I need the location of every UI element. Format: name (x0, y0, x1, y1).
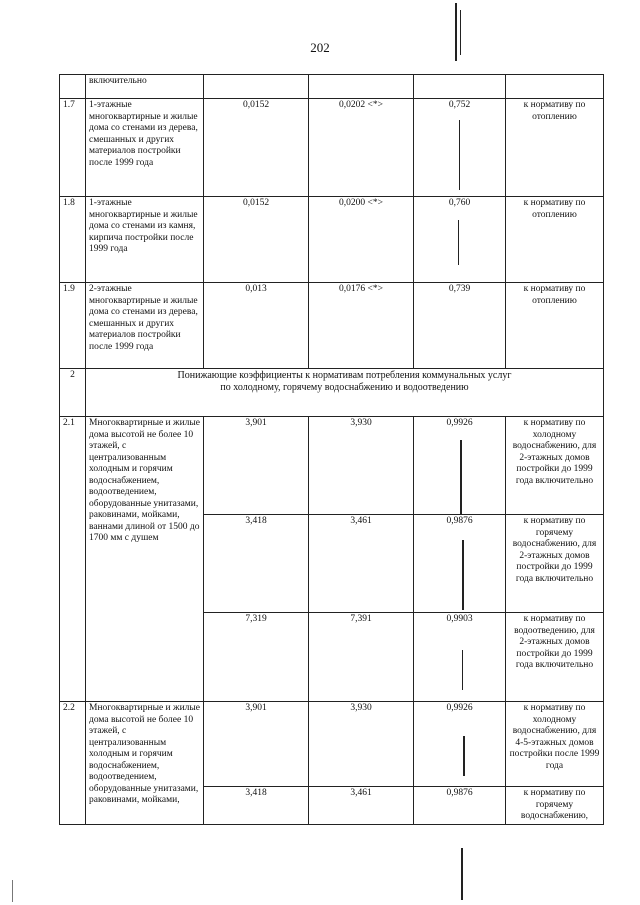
row-description: 2-этажные многоквартирные и жилые дома со стенами из дерева, смешанных и других материалов постройки после 1999 года (86, 283, 204, 369)
row-number: 1.9 (60, 283, 86, 369)
scan-artifact-line (462, 540, 464, 610)
coefficient-value: 3,930 (309, 417, 414, 515)
coefficient-value: 0,9926 (414, 417, 506, 515)
table-row (60, 702, 604, 787)
page-number: 202 (310, 40, 330, 55)
coefficient-value: 7,319 (204, 613, 309, 702)
coefficient-value: 0,752 (414, 99, 506, 197)
coefficient-value: 3,930 (309, 702, 414, 787)
scan-artifact-line (458, 220, 459, 265)
table-row (60, 417, 604, 515)
row-note: к нормативу по отоплению (506, 197, 604, 283)
row-description: Многоквартирные и жилые дома высотой не более 10 этажей, с централизованным холодным и горячим водоснабжением, водоотведением, оборудованные унитазами, раковинами, мойками, ваннами длиной от 1500 до 1700 мм с душем (86, 417, 204, 702)
table-row (60, 283, 604, 369)
coefficient-value: 0,739 (414, 283, 506, 369)
row-number: 1.8 (60, 197, 86, 283)
scan-artifact-line (460, 440, 462, 515)
coefficient-value: 0,0202 <*> (309, 99, 414, 197)
scan-artifact-line (12, 880, 13, 902)
row-description: 1-этажные многоквартирные и жилые дома со стенами из дерева, смешанных и других материалов постройки после 1999 года (86, 99, 204, 197)
coefficient-value: 3,418 (204, 787, 309, 825)
row-note: к нормативу по отоплению (506, 283, 604, 369)
scan-artifact-line (463, 736, 465, 776)
row-description: 1-этажные многоквартирные и жилые дома со стенами из камня, кирпича постройки после 1999 года (86, 197, 204, 283)
section-heading-row (60, 369, 604, 417)
scan-artifact-line (462, 650, 463, 690)
row-note: к нормативу по холодному водоснабжению, для 2-этажных домов постройки до 1999 года включительно (506, 417, 604, 515)
row-description: включительно (86, 75, 204, 99)
table-row (60, 99, 604, 197)
scan-artifact-line (460, 10, 461, 55)
coefficient-value: 0,0200 <*> (309, 197, 414, 283)
row-note: к нормативу по отоплению (506, 99, 604, 197)
table-row (60, 197, 604, 283)
scan-artifact-line (455, 3, 457, 61)
section-heading (86, 369, 604, 417)
table-cell (60, 75, 86, 99)
row-number: 1.7 (60, 99, 86, 197)
section-heading-line: Понижающие коэффициенты к нормативам потребления коммунальных услуг (177, 370, 512, 381)
scan-artifact-line (461, 848, 463, 900)
coefficient-value: 0,0152 (204, 99, 309, 197)
coefficient-value: 3,418 (204, 515, 309, 613)
row-note: к нормативу по холодному водоснабжению, для 4-5-этажных домов постройки после 1999 года (506, 702, 604, 787)
coefficient-value: 0,9876 (414, 515, 506, 613)
coefficient-value: 3,461 (309, 787, 414, 825)
coefficient-value: 0,9926 (414, 702, 506, 787)
row-number: 2.2 (60, 702, 86, 825)
table-row (60, 75, 604, 99)
coefficient-value: 3,901 (204, 702, 309, 787)
coefficient-value: 7,391 (309, 613, 414, 702)
coefficient-value: 0,0152 (204, 197, 309, 283)
scan-artifact-line (459, 120, 460, 190)
coefficient-value: 0,0176 <*> (309, 283, 414, 369)
section-number: 2 (60, 369, 86, 417)
coefficient-value: 0,013 (204, 283, 309, 369)
coefficient-value: 3,461 (309, 515, 414, 613)
coefficient-value: 3,901 (204, 417, 309, 515)
row-description: Многоквартирные и жилые дома высотой не более 10 этажей, с централизованным холодным и горячим водоснабжением, водоотведением, оборудованные унитазами, раковинами, мойками, (86, 702, 204, 825)
coefficient-value: 0,9876 (414, 787, 506, 825)
coefficient-value: 0,9903 (414, 613, 506, 702)
row-note: к нормативу по горячему водоснабжению, для 2-этажных домов постройки до 1999 года включительно (506, 515, 604, 613)
section-heading-line: по холодному, горячему водоснабжению и водоотведению (220, 382, 469, 393)
coefficient-value: 0,760 (414, 197, 506, 283)
row-number: 2.1 (60, 417, 86, 702)
coefficients-table (59, 74, 604, 825)
row-note: к нормативу по водоотведению, для 2-этажных домов постройки до 1999 года включительно (506, 613, 604, 702)
row-note: к нормативу по горячему водоснабжению, (506, 787, 604, 825)
